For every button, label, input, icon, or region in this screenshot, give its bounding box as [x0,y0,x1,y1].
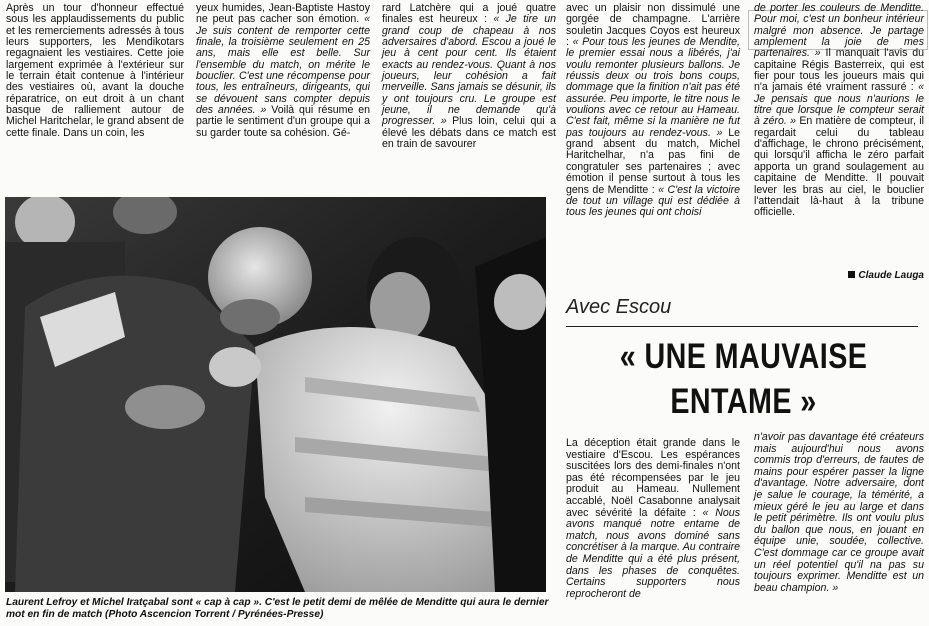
headline [598,334,889,424]
article-text: Après un tour d'honneur effectué sous les applaudissements du public et les remerciements adressés à tous leurs supporters, les Mendikotars regagnaient les vestiaires. Cette joie largement exprimée à l'extérieur sur le terrain était contenue à l'intérieur des vestiaires où, avant la douche réparatrice, on eut droit à un chant basque de ralliement autour de Michel Haritchelar, le grand absent de cette finale. Dans un coin, les [6,2,184,139]
article-text: avec un plaisir non dissimulé une gorgée de champagne. L'arrière souletin Jacques Coyos est heureux : [566,2,740,49]
headline-line-1: « UNE MAUVAISE [619,337,868,376]
photo-caption: Laurent Lefroy et Michel Iratçabal sont « cap à cap ». C'est le petit demi de mêlée de Menditte qui aura le dernier mot en fin de match (Photo Ascencion Torrent / Pyrénées-Presse) [6,597,549,620]
article-text: Le grand absent du match, Michel Haritchelhar, n'a pas fini de congratuler ses partenaires ; avec émotion il pense surtout à tous les gens de Menditte : [566,126,740,196]
quote-casabonne: « Nous avons manqué notre entame de match, nous avons dominé sans concrétiser à la marque. Au contraire de Menditte qui a été plus présent, dans les phases de conquêtes. Certains supporters nous reprocheront de [566,506,740,600]
quote-basterreix: « Je pensais que nous n'aurions le titre que lorsque le compteur serait à zéro. » [754,81,924,128]
article-text: Plus loin, celui qui a élevé les débats dans ce match est en train de savourer [382,115,556,151]
byline-square-icon [848,271,855,278]
article-column-1 [6,3,184,139]
quote-coyos: « Pour tous les jeunes de Mendite, le premier essai nous a libérés, j'ai voulu remonter plusieurs ballons. Je réussis deux ou trois bons coups, dommage que la finition n'ait pas été assurée. Peu importe, le titre nous le voulions avec ce retour au Hameau. C'est fait, même si la manière ne fut pas toujours au rendez-vous. » [566,36,740,139]
quote-haritchelhar: « C'est la victoire de tout un village qui est dédiée à tous les jeunes qui ont choisi [566,183,740,219]
quote-hastoy: « Je suis content de remporter cette finale, la troisième seulement en 25 ans, mais elle est belle. Sur l'ensemble du match, on mérite le bouclier. C'est une récompense pour tous, les entraîneurs, dirigeants, qui se dévouent sans compter depuis des années. » [196,13,370,117]
article-column-3 [382,3,556,150]
article-column-5 [754,3,924,219]
article-text: rard Latchère qui a joué quatre finales est heureux : [382,2,556,26]
article-text: La déception était grande dans le vestiaire d'Escou. Les espérances suscitées lors des demi-finales n'ont pas été récompensées par le jeu produit au Hameau. Nullement accablé, Noël Casabonne analysait avec sévérité la défaite : [566,437,740,519]
byline [754,270,924,281]
byline-name: Claude Lauga [858,270,924,281]
divider [566,326,918,327]
section-kicker: Avec Escou [566,296,672,318]
quote-haritchelhar-end: de porter les couleurs de Menditte. Pour moi, c'est un bonheur intérieur malgré mon absence. Je partage amplement la joie de mes partenaires. » [754,2,924,60]
article-text: Voilà qui résume en partie le sentiment d'un groupe qui a su garder toute sa cohésion. Gé- [196,104,370,139]
article-column-2 [196,3,370,139]
rugby-photo [5,197,546,592]
sidebar-column-2: n'avoir pas davantage été créateurs mais aujourd'hui nous avons commis trop d'erreurs, de fautes de mains pour espérer passer la ligne d'avantage. Notre adversaire, dont je salue le courage, la témérité, a mieux géré le jeu au large et dans le petit périmètre. Ils ont voulu plus du ballon que nous, en jouant en équipe unie, soudée, collective. C'est dommage car ce groupe avait un réel potentiel qu'il na pas su toujours exprimer. Menditte est un beau champion. » [754,431,924,594]
sidebar-column-1 [566,438,740,600]
article-text: yeux humides, Jean-Baptiste Hastoy ne peut pas cacher son émotion. [196,2,370,26]
article-text: Il manquait l'avis du capitaine Régis Basterreix, qui est fier pour tous les joueurs mais qui n'a jamais été vraiment rassuré : [754,47,925,94]
article-text: En matière de compteur, il regardait celui du tableau d'affichage, le chrono précisément, qui lorsqu'il afficha le zéro parfait apporta un grand soulagement au capitaine de Menditte. Il pouvait lever les bras au ciel, le bouclier l'attendait là-haut à la tribune officielle. [754,115,924,219]
article-column-4 [566,3,740,219]
quote-latchere: « Je tire un grand coup de chapeau à nos adversaires d'abord. Escou a joué le jeu à cent pour cent. Ils étaient exacts au rendez-vous. Quant à nos joueurs, leur cohésion a fait merveille. Sans jamais se désunir, ils y ont toujours cru. Le groupe est jeune, il ne demande qu'à progresser. » [382,13,556,128]
headline-line-2: ENTAME » [670,382,817,421]
